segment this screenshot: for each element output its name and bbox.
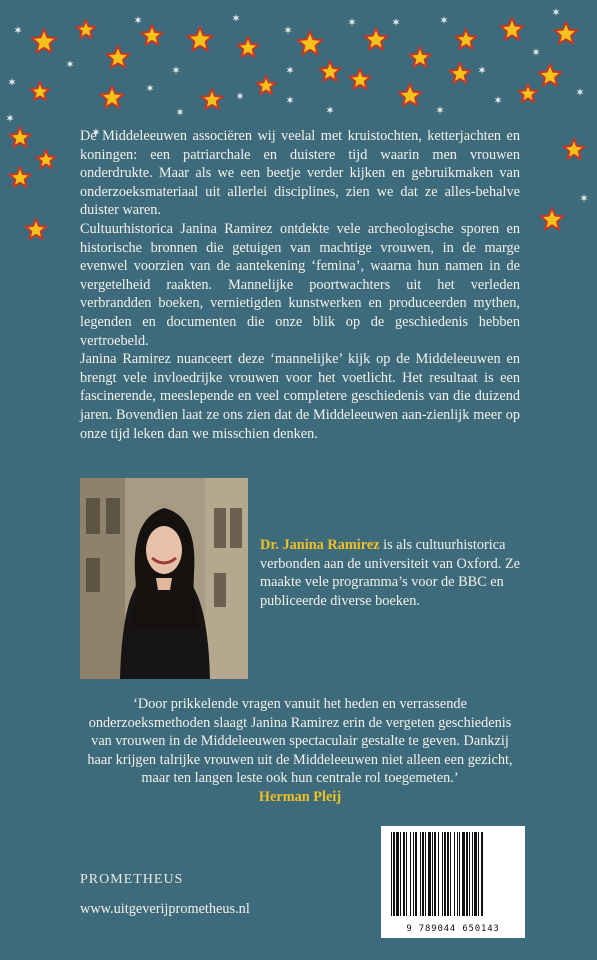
sparkle-icon	[9, 78, 16, 86]
sparkle-icon	[441, 16, 448, 24]
sparkle-icon	[327, 106, 334, 114]
star-icon	[31, 82, 50, 100]
star-icon	[410, 47, 431, 67]
star-icon	[519, 84, 538, 102]
quote-text: ‘Door prikkelende vragen vanuit het heden en verrassende onderzoeksmethoden slaagt Janina Ramirez erin de vergeten geschiedenis van vrouwen in de Middeleeuwen spectaculair gestalte te geven. Dankzij haar krijgen talrijke vrouwen uit de Middeleeuwen niet alleen een gezicht, maar ten langen leste ook hun centrale rol toegemeten.’	[87, 696, 513, 787]
review-quote	[80, 695, 520, 807]
star-icon	[32, 29, 57, 53]
sparkle-icon	[495, 96, 502, 104]
star-icon	[142, 25, 163, 45]
sparkle-icon	[237, 92, 244, 100]
sparkle-icon	[233, 14, 240, 22]
author-bio-text: is als cultuurhistorica verbonden aan de universiteit van Oxford. Ze maakte vele programma’s voor de BBC en publiceerde diverse boeken.	[260, 537, 521, 609]
sparkle-icon	[437, 106, 444, 114]
star-icon	[26, 219, 47, 239]
star-icon	[450, 63, 471, 83]
sparkle-icon	[553, 8, 560, 16]
star-icon	[555, 22, 578, 44]
sparkle-icon	[177, 108, 184, 116]
author-name: Dr. Janina Ramirez	[260, 537, 380, 553]
sparkle-icon	[479, 66, 486, 74]
star-icon	[365, 28, 388, 50]
publisher-website[interactable]: www.uitgeverijprometheus.nl	[80, 901, 250, 917]
barcode-number: 9 789044 650143	[406, 924, 500, 934]
publisher-logo: PROMETHEUS	[80, 872, 184, 887]
star-icon	[564, 139, 585, 159]
sparkle-icon	[147, 84, 154, 92]
blurb-paragraph-2: Cultuurhistorica Janina Ramirez ontdekte vele archeologische sporen en historische bronnen die getuigen van machtige vrouwen, in de marge evenwel voorzien van de aantekening ‘femina’, waarna hun namen in de vergetelheid raakten. Mannelijke poortwachters uit het verleden verbrandden boeken, vernietigden kunstwerken en produceerden mythen, legenden en documenten die onze blik op de geschiedenis hebben vertroebeld.	[80, 220, 520, 349]
star-icon	[320, 61, 341, 81]
author-photo-illustration	[80, 478, 248, 679]
star-icon	[188, 27, 213, 51]
book-blurb	[80, 127, 520, 443]
sparkle-icon	[533, 48, 540, 56]
sparkle-icon	[287, 66, 294, 74]
star-icon	[501, 18, 524, 40]
star-icon	[399, 84, 422, 106]
star-icon	[202, 89, 223, 109]
quote-author: Herman Pleij	[258, 788, 342, 805]
barcode-bars	[387, 832, 519, 916]
sparkle-icon	[287, 96, 294, 104]
star-icon	[77, 20, 96, 38]
star-icon	[238, 37, 259, 57]
author-photo	[80, 478, 248, 679]
star-icon	[541, 208, 564, 230]
sparkle-icon	[393, 18, 400, 26]
sparkle-icon	[135, 16, 142, 24]
sparkle-icon	[285, 26, 292, 34]
sparkle-icon	[15, 26, 22, 34]
blurb-paragraph-3: Janina Ramirez nuanceert deze ‘mannelijke’ kijk op de Middeleeuwen en brengt vele invloedrijke vrouwen voor het voetlicht. Het resultaat is een fascinerende, meeslepende en veel completere geschiedenis van die duizend jaren. Bovendien laat ze ons zien dat de Middeleeuwen aan-zienlijk meer op onze tijd leken dan we misschien denken.	[80, 351, 520, 442]
sparkle-icon	[349, 18, 356, 26]
sparkle-icon	[7, 114, 14, 122]
star-icon	[298, 31, 323, 55]
star-icon	[37, 150, 56, 168]
sparkle-icon	[581, 194, 588, 202]
sparkle-icon	[577, 88, 584, 96]
sparkle-icon	[173, 66, 180, 74]
author-bio	[260, 536, 525, 610]
star-icon	[456, 29, 477, 49]
blurb-paragraph-1: De Middeleeuwen associëren wij veelal met kruistochten, ketterjachten en koningen: een patriarchale en duistere tijd waarin men vrouwen onderdrukte. Maar als we een beetje verder kijken en gebruikmaken van onderzoeksmateriaal uit allerlei disciplines, zien we dat ze alles-behalve duister waren.	[80, 128, 520, 219]
star-icon	[350, 69, 371, 89]
star-icon	[101, 86, 124, 108]
star-icon	[107, 46, 130, 68]
barcode	[381, 826, 525, 938]
star-icon	[257, 76, 276, 94]
star-icon	[539, 64, 562, 86]
star-icon	[10, 127, 31, 147]
star-icon	[10, 167, 31, 187]
sparkle-icon	[67, 60, 74, 68]
